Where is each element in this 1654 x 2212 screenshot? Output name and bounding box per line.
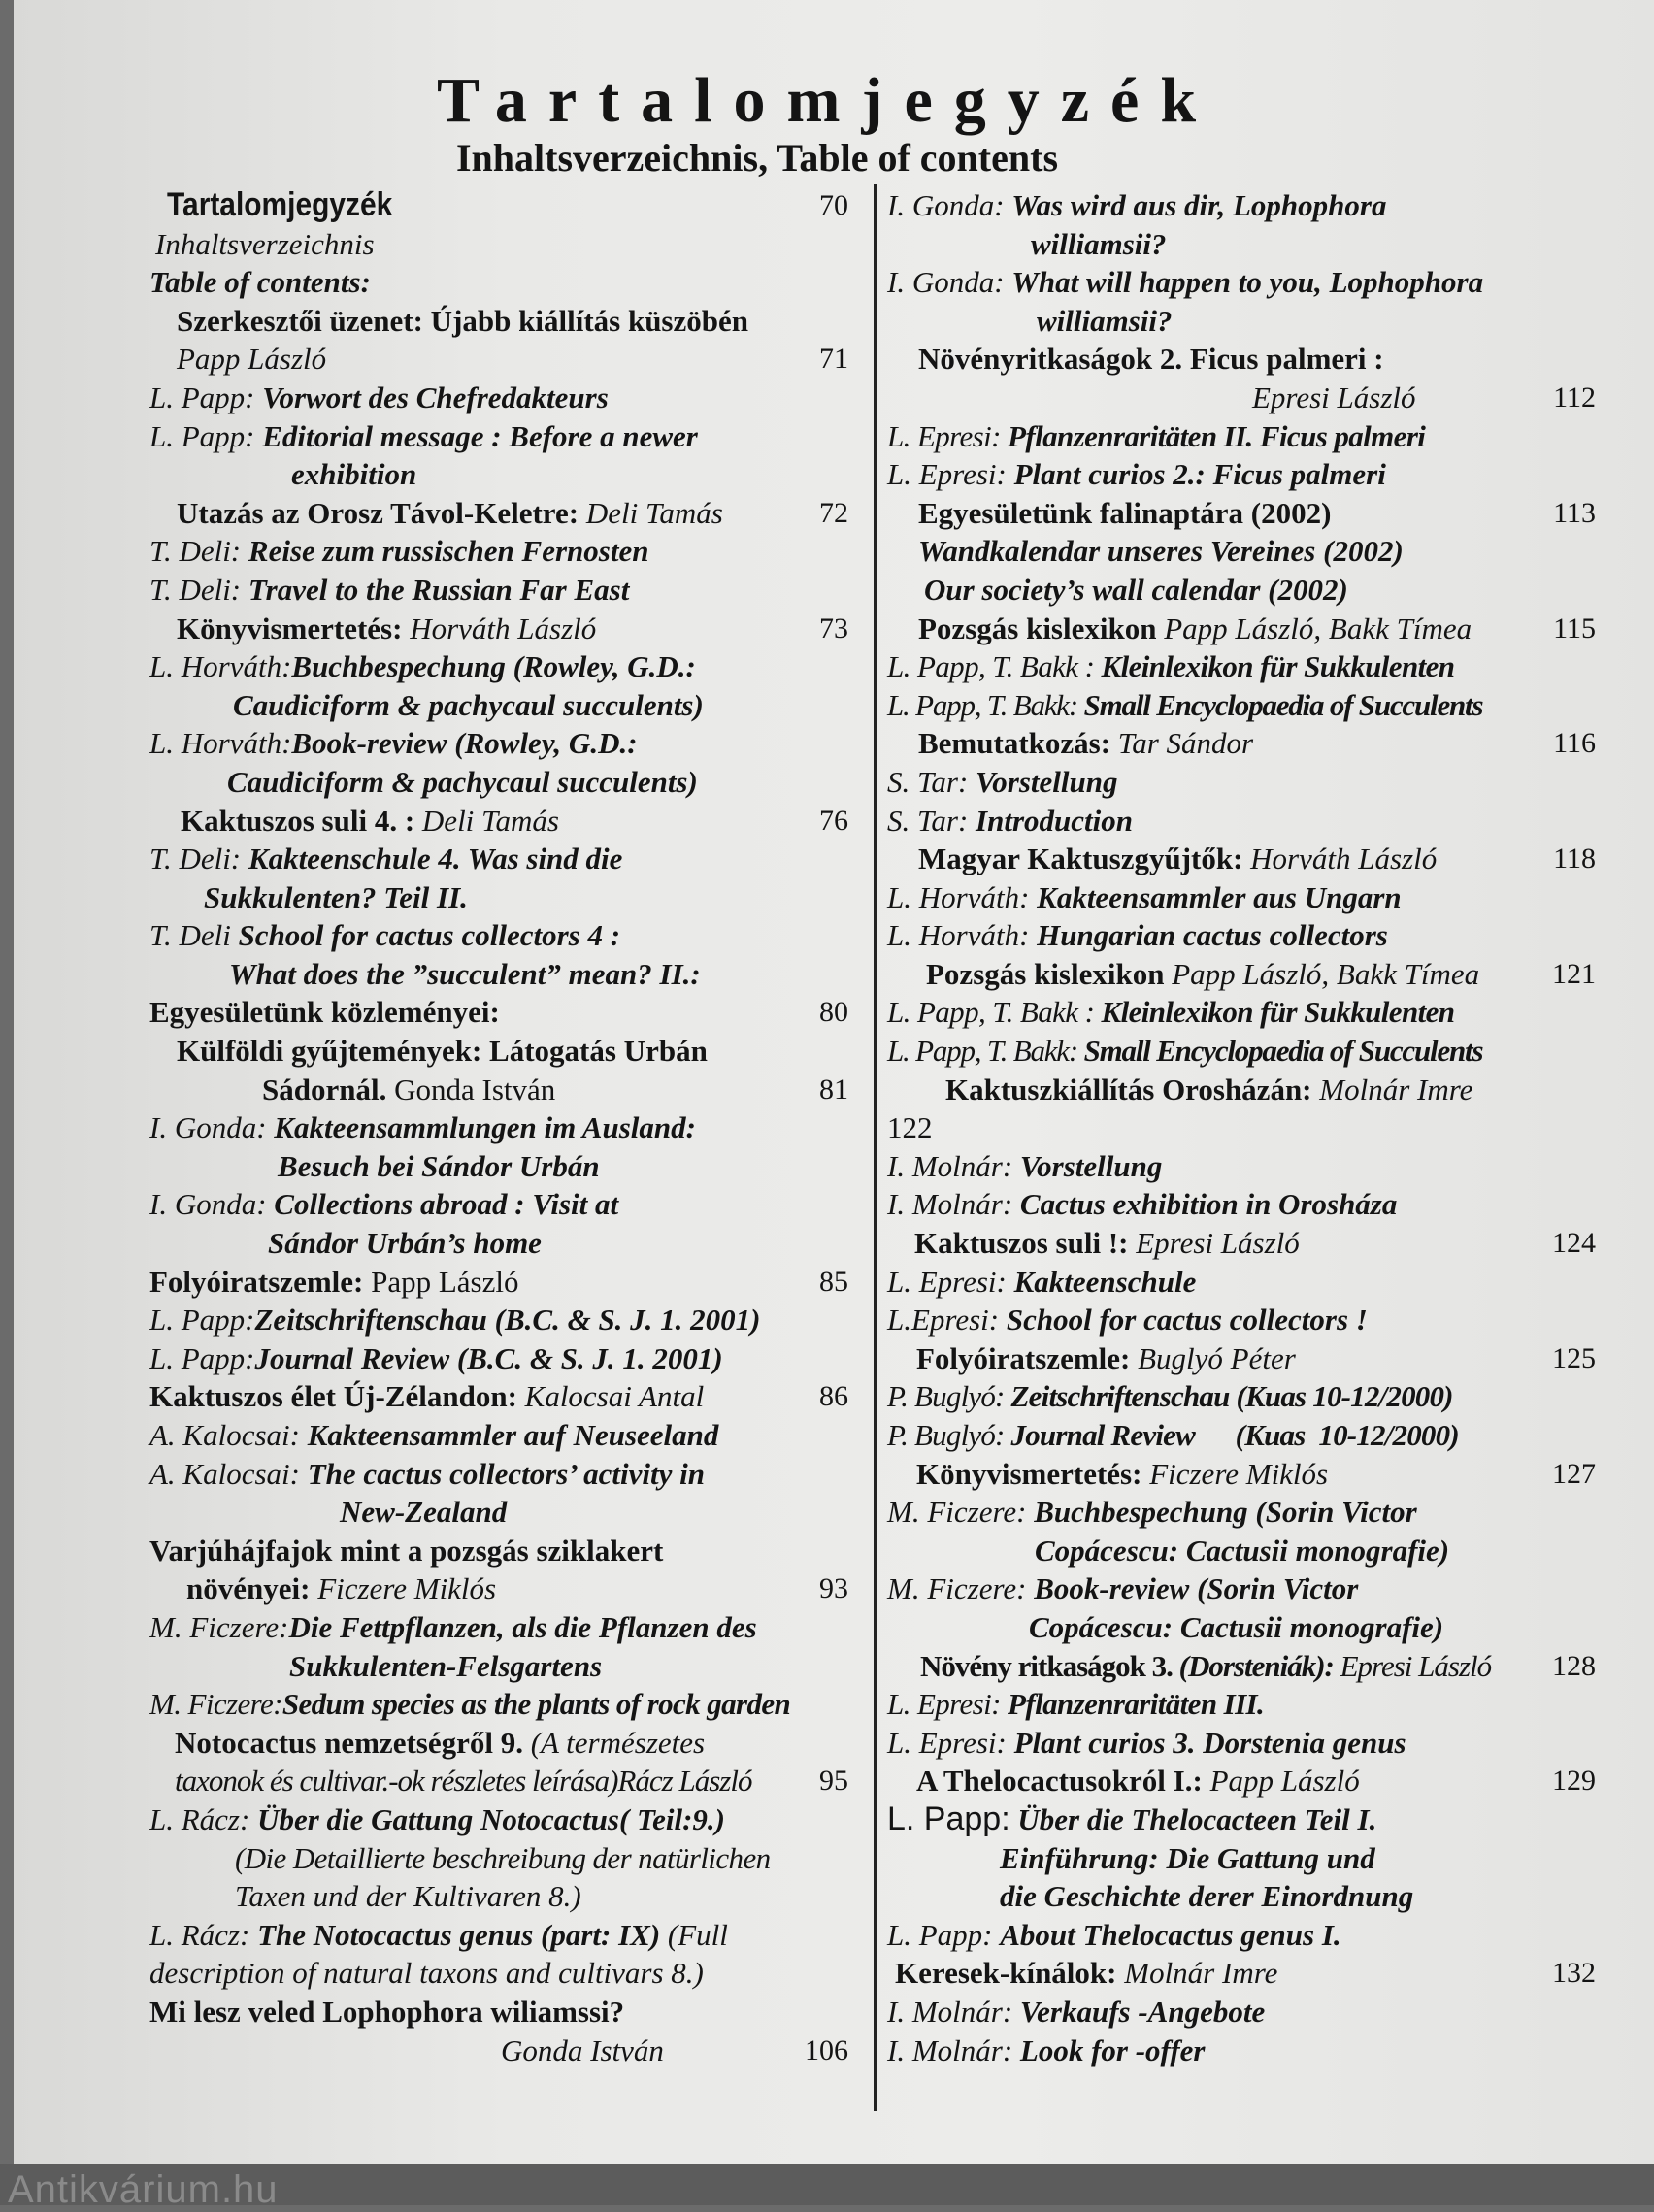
page-number: 118 [1553, 842, 1596, 875]
toc-entry: (Die Detaillierte beschreibung der natürlichen [235, 1840, 771, 1875]
page-number: 73 [819, 611, 848, 644]
toc-entry: L. Papp: About Thelocactus genus I. [887, 1917, 1341, 1952]
toc-entry: Könyvismertetés: Horváth László 73 [146, 610, 854, 648]
page-number: 132 [1552, 1957, 1596, 1990]
toc-entry: Copácescu: Cactusii monografie) [1035, 1533, 1450, 1568]
toc-entry: Bemutatkozás: Tar Sándor 116 [887, 724, 1605, 763]
toc-entry: die Geschichte derer Einordnung [1000, 1879, 1414, 1914]
toc-entry: Caudiciform & pachycaul succulents) [227, 764, 698, 799]
toc-entry: L. Rácz: The Notocactus genus (part: IX) (Full [149, 1917, 728, 1952]
toc-entry: Pozsgás kislexikon Papp László, Bakk Tímea 121 [887, 955, 1605, 994]
toc-entry: Inhaltsverzeichnis [155, 226, 375, 261]
toc-entry: P. Buglyó: Zeitschriftenschau (Kuas 10-12/2000) [887, 1379, 1453, 1414]
toc-entry: Külföldi gyűjtemények: Látogatás Urbán [177, 1034, 708, 1069]
toc-entry: exhibition [291, 457, 417, 492]
page-number: 129 [1552, 1765, 1596, 1798]
toc-entry: P. Buglyó: Journal Review (Kuas 10-12/2000) [887, 1418, 1459, 1452]
toc-entry: Sukkulenten? Teil II. [204, 879, 468, 914]
page-number: 106 [805, 2033, 848, 2066]
toc-entry: Papp László 71 [146, 340, 854, 379]
page-number: 85 [819, 1265, 848, 1298]
page-number: 122 [887, 1110, 933, 1145]
toc-entry: L. Papp, T. Bakk : Kleinlexikon für Sukkulenten [887, 995, 1455, 1030]
toc-entry: Utazás az Orosz Távol-Keletre: Deli Tamás 72 [146, 494, 854, 533]
toc-entry: növényei: Ficzere Miklós 93 [146, 1569, 854, 1608]
toc-entry: Tartalomjegyzék 70 [167, 186, 848, 223]
toc-entry: Taxen und der Kultivaren 8.) [235, 1879, 581, 1914]
toc-entry: What does the ”succulent” mean? II.: [229, 956, 701, 991]
toc-entry: L. Rácz: Über die Gattung Notocactus( Teil:9.) [149, 1801, 725, 1836]
toc-entry: Folyóiratszemle: Papp László 85 [146, 1263, 854, 1302]
column-divider [874, 184, 877, 2111]
toc-entry: Egyesületünk közleményei: 80 [146, 993, 854, 1032]
toc-entry: Notocactus nemzetségről 9. (A természetes [175, 1725, 706, 1760]
page-subtitle: Inhaltsverzeichnis, Table of contents [455, 136, 1059, 180]
toc-entry: L. Papp, T. Bakk: Small Encyclopaedia of Succulents [887, 1034, 1483, 1069]
watermark: Antikvárium.hu [8, 2168, 279, 2211]
toc-entry: L. Epresi: Plant curios 3. Dorstenia genus [887, 1725, 1406, 1760]
toc-entry: Kaktuszos suli !: Epresi László 124 [887, 1224, 1605, 1263]
toc-entry: Szerkesztői üzenet: Újabb kiállítás küszöbén [177, 303, 748, 338]
toc-entry: Caudiciform & pachycaul succulents) [233, 687, 704, 722]
toc-entry: williamsii? [1031, 226, 1167, 261]
toc-entry: Einführung: Die Gattung und [1000, 1840, 1375, 1875]
toc-entry: Könyvismertetés: Ficzere Miklós 127 [887, 1455, 1605, 1494]
toc-entry: M. Ficzere: Buchbespechung (Sorin Victor [887, 1495, 1417, 1530]
page-number: 128 [1552, 1649, 1596, 1682]
toc-entry: L. Papp, T. Bakk: Small Encyclopaedia of Succulents [887, 687, 1483, 722]
toc-entry: L. Papp: Editorial message : Before a newer [149, 418, 698, 453]
toc-entry: williamsii? [1037, 303, 1173, 338]
toc-entry: L. Papp:Zeitschriftenschau (B.C. & S. J. 1. 2001) [149, 1303, 761, 1337]
page-number: 127 [1552, 1457, 1596, 1490]
toc-entry: Növényritkaságok 2. Ficus palmeri : [918, 342, 1384, 377]
toc-entry: S. Tar: Vorstellung [887, 764, 1118, 799]
toc-entry: Table of contents: [149, 265, 371, 300]
toc-entry: Kaktuszos élet Új-Zélandon: Kalocsai Antal 86 [146, 1377, 854, 1416]
page-number: 72 [819, 496, 848, 529]
toc-entry: Copácescu: Cactusii monografie) [1029, 1609, 1444, 1644]
toc-entry: L. Horváth: Hungarian cactus collectors [887, 918, 1388, 953]
toc-entry: Kaktuszkiállítás Orosházán: Molnár Imre [945, 1072, 1473, 1106]
toc-entry: T. Deli: Travel to the Russian Far East [149, 572, 630, 607]
toc-entry: A. Kalocsai: The cactus collectors’ activity in [149, 1456, 705, 1491]
toc-entry: Besuch bei Sándor Urbán [278, 1148, 600, 1183]
page-number: 125 [1552, 1341, 1596, 1374]
page-number: 93 [819, 1572, 848, 1605]
toc-entry: L. Horváth:Buchbespechung (Rowley, G.D.: [149, 649, 696, 684]
toc-entry: Keresek-kínálok: Molnár Imre 132 [887, 1954, 1605, 1993]
toc-entry: L. Epresi: Kakteenschule [887, 1264, 1197, 1299]
toc-entry: Varjúhájfajok mint a pozsgás sziklakert [149, 1533, 664, 1568]
toc-entry: M. Ficzere:Die Fettpflanzen, als die Pflanzen des [149, 1609, 757, 1644]
toc-entry: T. Deli School for cactus collectors 4 : [149, 918, 621, 953]
page-title: Tartalomjegyzék [436, 65, 1218, 136]
toc-entry: L. Epresi: Plant curios 2.: Ficus palmeri [887, 457, 1386, 492]
toc-entry: L. Papp: Vorwort des Chefredakteurs [149, 380, 609, 414]
page-number: 76 [819, 804, 848, 837]
toc-entry: L. Papp: Über die Thelocacteen Teil I. [887, 1799, 1377, 1837]
toc-entry: Folyóiratszemle: Buglyó Péter 125 [887, 1339, 1605, 1378]
toc-entry: I. Gonda: Was wird aus dir, Lophophora [887, 188, 1387, 222]
toc-entry: Magyar Kaktuszgyűjtők: Horváth László 118 [887, 840, 1605, 878]
toc-entry: Sándor Urbán’s home [268, 1226, 542, 1261]
page-number: 80 [819, 996, 848, 1029]
page-number: 113 [1553, 496, 1596, 529]
toc-entry: Our society’s wall calendar (2002) [924, 572, 1348, 607]
page-number: 70 [819, 189, 848, 221]
page-number: 115 [1553, 611, 1596, 644]
toc-entry: T. Deli: Reise zum russischen Fernosten [149, 534, 649, 569]
toc-entry: I. Gonda: What will happen to you, Lophophora [887, 265, 1484, 300]
toc-entry: L. Horváth:Book-review (Rowley, G.D.: [149, 726, 638, 761]
toc-entry: L. Epresi: Pflanzenraritäten II. Ficus palmeri [887, 418, 1426, 453]
toc-entry: Sádornál. Gonda István 81 [146, 1071, 854, 1109]
page-number: 124 [1552, 1227, 1596, 1260]
page-number: 112 [1553, 380, 1596, 413]
toc-entry: L. Papp:Journal Review (B.C. & S. J. 1. 2001) [149, 1340, 723, 1375]
toc-entry: L.Epresi: School for cactus collectors ! [887, 1303, 1368, 1337]
toc-entry: L. Epresi: Pflanzenraritäten III. [887, 1687, 1265, 1722]
page-number: 71 [819, 343, 848, 376]
toc-entry: I. Molnár: Cactus exhibition in Orosháza [887, 1187, 1398, 1222]
toc-entry: Wandkalendar unseres Vereines (2002) [918, 534, 1404, 569]
page-number: 86 [819, 1380, 848, 1413]
toc-entry: Gonda István 106 [146, 2031, 854, 2070]
toc-entry: taxonok és cultivar.-ok részletes leírása)Rácz László 95 [146, 1762, 854, 1800]
toc-entry: L. Papp, T. Bakk : Kleinlexikon für Sukkulenten [887, 649, 1455, 684]
toc-entry: I. Molnár: Look for -offer [887, 2032, 1206, 2067]
toc-entry: I. Molnár: Vorstellung [887, 1148, 1163, 1183]
page-number: 81 [819, 1073, 848, 1106]
toc-entry: A. Kalocsai: Kakteensammler auf Neuseeland [149, 1418, 719, 1452]
toc-entry: Kaktuszos suli 4. : Deli Tamás 76 [146, 802, 854, 841]
toc-entry: M. Ficzere: Book-review (Sorin Victor [887, 1571, 1359, 1606]
toc-entry: I. Gonda: Kakteensammlungen im Ausland: [149, 1110, 696, 1145]
left-column [146, 186, 854, 2069]
toc-entry [887, 1108, 1605, 1147]
page-number: 95 [819, 1765, 848, 1798]
toc-entry: Növény ritkaságok 3. (Dorsteniák): Epresi László 128 [887, 1647, 1605, 1686]
toc-entry: I. Gonda: Collections abroad : Visit at [149, 1187, 619, 1222]
page-number: 121 [1552, 957, 1596, 990]
page-number: 116 [1553, 727, 1596, 760]
toc-entry: description of natural taxons and cultivars 8.) [149, 1956, 704, 1991]
right-column [887, 186, 1605, 2069]
toc-entry: Pozsgás kislexikon Papp László, Bakk Tímea 115 [887, 610, 1605, 648]
toc-entry: I. Molnár: Verkaufs -Angebote [887, 1994, 1266, 2029]
toc-entry: Egyesületünk falinaptára (2002) 113 [887, 494, 1605, 533]
toc-entry: S. Tar: Introduction [887, 803, 1133, 838]
toc-entry: Epresi László 112 [887, 379, 1605, 417]
toc-entry: Mi lesz veled Lophophora wiliamssi? [149, 1994, 625, 2029]
toc-entry: A Thelocactusokról I.: Papp László 129 [887, 1762, 1605, 1800]
toc-entry: Sukkulenten-Felsgartens [289, 1648, 603, 1683]
toc-entry: M. Ficzere:Sedum species as the plants of rock garden [149, 1687, 791, 1722]
toc-entry: T. Deli: Kakteenschule 4. Was sind die [149, 842, 623, 876]
toc-entry: New-Zealand [340, 1495, 508, 1530]
toc-entry: L. Horváth: Kakteensammler aus Ungarn [887, 879, 1402, 914]
